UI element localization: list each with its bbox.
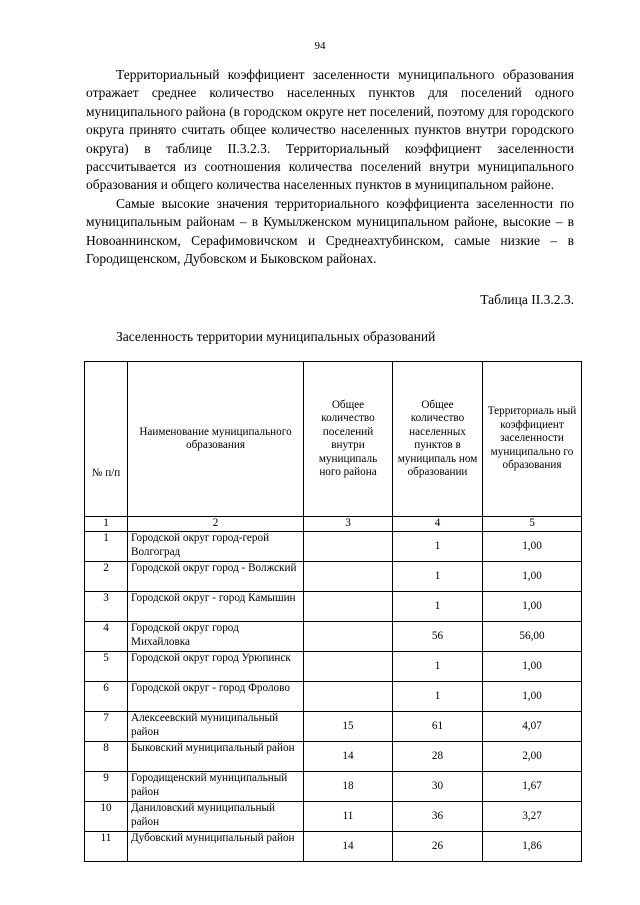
table-row xyxy=(85,622,582,652)
row-number: 4 xyxy=(85,622,128,652)
settlements-count xyxy=(304,622,393,652)
density-coefficient: 2,00 xyxy=(483,742,582,772)
table-row xyxy=(85,532,582,562)
row-number: 5 xyxy=(85,652,128,682)
density-coefficient: 1,00 xyxy=(483,532,582,562)
municipality-name: Городской округ - город Фролово xyxy=(128,682,304,712)
settlements-count: 15 xyxy=(304,712,393,742)
localities-count: 30 xyxy=(393,772,483,802)
localities-count: 1 xyxy=(393,682,483,712)
row-number: 1 xyxy=(85,532,128,562)
density-coefficient: 1,67 xyxy=(483,772,582,802)
municipality-name: Городищенский муниципальный район xyxy=(128,772,304,802)
header-name: Наименование муниципального образования xyxy=(128,362,304,517)
localities-count: 26 xyxy=(393,832,483,862)
table-row xyxy=(85,652,582,682)
page-number: 94 xyxy=(314,40,326,52)
table-title: Заселенность территории муниципальных образований xyxy=(116,329,436,344)
density-coefficient: 1,86 xyxy=(483,832,582,862)
table-header-row xyxy=(85,362,582,517)
table-label: Таблица II.3.2.3. xyxy=(480,292,574,307)
settlements-count: 18 xyxy=(304,772,393,802)
settlements-count: 11 xyxy=(304,802,393,832)
header-number: № п/п xyxy=(85,362,128,517)
settlements-count xyxy=(304,592,393,622)
settlements-count xyxy=(304,682,393,712)
localities-count: 1 xyxy=(393,532,483,562)
body-text xyxy=(86,66,574,268)
density-coefficient: 4,07 xyxy=(483,712,582,742)
table-row xyxy=(85,592,582,622)
density-coefficient: 1,00 xyxy=(483,682,582,712)
localities-count: 28 xyxy=(393,742,483,772)
table-row xyxy=(85,742,582,772)
localities-count: 36 xyxy=(393,802,483,832)
header-coefficient: Территориаль ный коэффициент заселенности муниципально го образования xyxy=(483,362,582,517)
row-number: 9 xyxy=(85,772,128,802)
header-settlements: Общее количество поселений внутри муниципаль ного района xyxy=(304,362,393,517)
row-number: 3 xyxy=(85,592,128,622)
row-number: 7 xyxy=(85,712,128,742)
paragraph-coefficient-ranking: Самые высокие значения территориального коэффициента заселенности по муниципальным районам – в Кумылженском муниципальном районе, высокие – в Новоаннинском, Серафимовичском и Среднеахтубинском, самые низкие – в Городищенском, Дубовском и Быковском районах. xyxy=(86,195,574,267)
row-number: 6 xyxy=(85,682,128,712)
row-number: 10 xyxy=(85,802,128,832)
municipality-name: Даниловский муниципальный район xyxy=(128,802,304,832)
localities-count: 1 xyxy=(393,652,483,682)
table-row xyxy=(85,562,582,592)
table-row xyxy=(85,682,582,712)
municipality-name: Городской округ город-герой Волгоград xyxy=(128,532,304,562)
localities-count: 1 xyxy=(393,592,483,622)
localities-count: 1 xyxy=(393,562,483,592)
column-index: 3 xyxy=(304,517,393,532)
column-index: 5 xyxy=(483,517,582,532)
column-index: 1 xyxy=(85,517,128,532)
header-localities: Общее количество населенных пунктов в муниципаль ном образовании xyxy=(393,362,483,517)
municipality-name: Дубовский муниципальный район xyxy=(128,832,304,862)
row-number: 11 xyxy=(85,832,128,862)
column-index-row xyxy=(85,517,582,532)
density-coefficient: 1,00 xyxy=(483,652,582,682)
settlements-count xyxy=(304,652,393,682)
municipality-name: Городской округ город Урюпинск xyxy=(128,652,304,682)
settlements-count xyxy=(304,562,393,592)
municipality-name: Городской округ город Михайловка xyxy=(128,622,304,652)
settlements-count: 14 xyxy=(304,832,393,862)
paragraph-coefficient-definition: Территориальный коэффициент заселенности муниципального образования отражает среднее количество населенных пунктов для поселений одного муниципального района (в городском округе нет поселений, поэтому для городского округа принято считать общее количество населенных пунктов внутри городского округа) в таблице II.3.2.3. Территориальный коэффициент заселенности рассчитывается из соотношения количества поселений внутри муниципального образования и общего количества населенных пунктов в муниципальном районе. xyxy=(86,67,574,193)
table-row xyxy=(85,832,582,862)
settlement-density-table xyxy=(84,361,582,862)
table-row xyxy=(85,802,582,832)
localities-count: 61 xyxy=(393,712,483,742)
municipality-name: Алексеевский муниципальный район xyxy=(128,712,304,742)
table-row xyxy=(85,712,582,742)
settlements-count: 14 xyxy=(304,742,393,772)
row-number: 2 xyxy=(85,562,128,592)
table-row xyxy=(85,772,582,802)
column-index: 2 xyxy=(128,517,304,532)
column-index: 4 xyxy=(393,517,483,532)
settlements-count xyxy=(304,532,393,562)
row-number: 8 xyxy=(85,742,128,772)
density-coefficient: 1,00 xyxy=(483,562,582,592)
municipality-name: Городской округ город - Волжский xyxy=(128,562,304,592)
municipality-name: Быковский муниципальный район xyxy=(128,742,304,772)
density-coefficient: 3,27 xyxy=(483,802,582,832)
density-coefficient: 1,00 xyxy=(483,592,582,622)
density-coefficient: 56,00 xyxy=(483,622,582,652)
localities-count: 56 xyxy=(393,622,483,652)
municipality-name: Городской округ - город Камышин xyxy=(128,592,304,622)
